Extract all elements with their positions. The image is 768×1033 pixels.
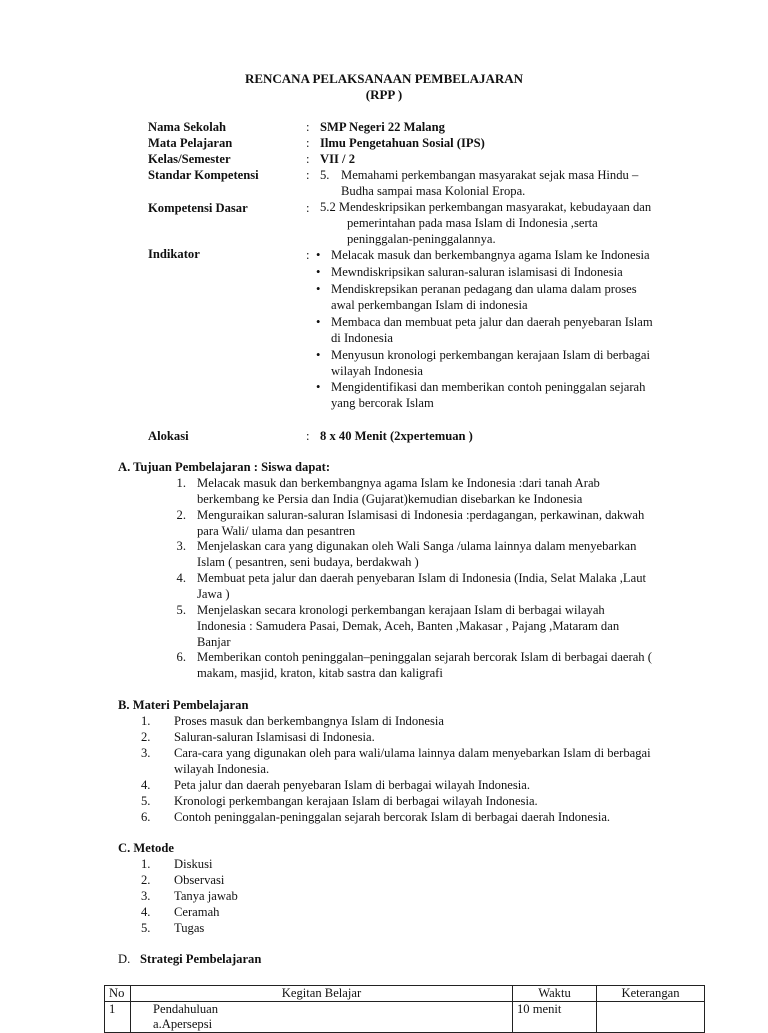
list-item-number: 4. bbox=[141, 905, 151, 919]
kompetensi-dasar-line: peninggalan-peninggalannya. bbox=[347, 232, 496, 246]
list-item-number: 3. bbox=[141, 746, 151, 760]
list-item: Islam ( pesantren, seni budaya, berdakwah ) bbox=[197, 555, 419, 569]
section-c-heading: C. Metode bbox=[118, 841, 174, 855]
mata-pelajaran-value: Ilmu Pengetahuan Sosial (IPS) bbox=[320, 136, 485, 150]
table-header-row bbox=[105, 986, 705, 1002]
list-item: Menjelaskan secara kronologi perkembangan kerajaan Islam di berbagai wilayah bbox=[197, 603, 605, 617]
kelas-semester-label: Kelas/Semester bbox=[148, 152, 231, 166]
indikator-item: yang bercorak Islam bbox=[331, 396, 434, 410]
list-item: Tugas bbox=[174, 921, 205, 935]
indikator-label: Indikator bbox=[148, 247, 200, 261]
colon: : bbox=[306, 120, 310, 134]
strategi-table bbox=[104, 985, 705, 1033]
header-no: No bbox=[105, 986, 131, 1002]
list-item-number: 1. bbox=[141, 714, 151, 728]
list-item: Peta jalur dan daerah penyebaran Islam di berbagai wilayah Indonesia. bbox=[174, 778, 530, 792]
row-kegiatan: Pendahuluan bbox=[153, 1002, 219, 1016]
standar-kompetensi-label: Standar Kompetensi bbox=[148, 168, 259, 182]
indikator-item: Membaca dan membuat peta jalur dan daerah penyebaran Islam bbox=[331, 315, 653, 329]
kompetensi-dasar-label: Kompetensi Dasar bbox=[148, 201, 248, 215]
list-item: Jawa ) bbox=[197, 587, 230, 601]
alokasi-value: 8 x 40 Menit (2xpertemuan ) bbox=[320, 429, 473, 443]
list-item: berkembang ke Persia dan India (Gujarat)kemudian disebarkan ke Indonesia bbox=[197, 492, 583, 506]
list-item-number: 2. bbox=[141, 873, 151, 887]
colon: : bbox=[306, 168, 310, 182]
standar-kompetensi-line: Memahami perkembangan masyarakat sejak masa Hindu – bbox=[341, 168, 639, 182]
list-item-number: 5. bbox=[176, 603, 186, 617]
list-item: Diskusi bbox=[174, 857, 213, 871]
colon: : bbox=[306, 152, 310, 166]
list-item: Membuat peta jalur dan daerah penyebaran Islam di Indonesia (India, Selat Malaka ,Laut bbox=[197, 571, 647, 585]
list-item: wilayah Indonesia. bbox=[174, 762, 270, 776]
list-item: Indonesia : Samudera Pasai, Demak, Aceh, Banten ,Makasar , Pajang ,Mataram dan bbox=[197, 619, 620, 633]
row-kegiatan-sub: a.Apersepsi bbox=[153, 1017, 213, 1031]
indikator-item: Mengidentifikasi dan memberikan contoh peninggalan sejarah bbox=[331, 380, 646, 394]
nama-sekolah-value: SMP Negeri 22 Malang bbox=[320, 120, 445, 134]
list-item-number: 6. bbox=[176, 650, 186, 664]
list-item: Observasi bbox=[174, 873, 225, 887]
document-subtitle: (RPP ) bbox=[365, 87, 403, 102]
bullet-icon: • bbox=[316, 248, 321, 262]
section-a-heading: A. Tujuan Pembelajaran : Siswa dapat: bbox=[118, 460, 331, 474]
list-item: Ceramah bbox=[174, 905, 220, 919]
kompetensi-dasar-line: pemerintahan pada masa Islam di Indonesia ,serta bbox=[347, 216, 598, 230]
list-item-number: 4. bbox=[176, 571, 186, 585]
indikator-item: awal perkembangan Islam di indonesia bbox=[331, 298, 528, 312]
table-row bbox=[105, 1002, 705, 1033]
list-item: Banjar bbox=[197, 635, 231, 649]
list-item: makam, masjid, kraton, kitab sastra dan kaligrafi bbox=[197, 666, 443, 680]
bullet-icon: • bbox=[316, 315, 321, 329]
kompetensi-dasar-line: 5.2 Mendeskripsikan perkembangan masyarakat, kebudayaan dan bbox=[320, 200, 652, 214]
alokasi-label: Alokasi bbox=[148, 429, 189, 443]
list-item: Menjelaskan cara yang digunakan oleh Wali Sanga /ulama lainnya dalam menyebarkan bbox=[197, 539, 637, 553]
indikator-item: Mendiskrepsikan peranan pedagang dan ulama dalam proses bbox=[331, 282, 637, 296]
list-item: Saluran-saluran Islamisasi di Indonesia. bbox=[174, 730, 375, 744]
indikator-item: Melacak masuk dan berkembangnya agama Islam ke Indonesia bbox=[331, 248, 650, 262]
list-item: Contoh peninggalan-peninggalan sejarah bercorak Islam di berbagai daerah Indonesia. bbox=[174, 810, 611, 824]
list-item-number: 3. bbox=[176, 539, 186, 553]
colon: : bbox=[306, 136, 310, 150]
bullet-icon: • bbox=[316, 282, 321, 296]
list-item: Menguraikan saluran-saluran Islamisasi di Indonesia :perdagangan, perkawinan, dakwah bbox=[197, 508, 645, 522]
kelas-semester-value: VII / 2 bbox=[320, 152, 355, 166]
section-b-heading: B. Materi Pembelajaran bbox=[118, 698, 249, 712]
indikator-item: di Indonesia bbox=[331, 331, 393, 345]
list-item-number: 1. bbox=[176, 476, 186, 490]
standar-kompetensi-line: Budha sampai masa Kolonial Eropa. bbox=[341, 184, 526, 198]
header-keterangan: Keterangan bbox=[597, 986, 705, 1002]
bullet-icon: • bbox=[316, 380, 321, 394]
list-item-number: 1. bbox=[141, 857, 151, 871]
list-item-number: 6. bbox=[141, 810, 151, 824]
list-item: para Wali/ ulama dan pesantren bbox=[197, 524, 356, 538]
colon: : bbox=[306, 201, 310, 215]
list-item: Proses masuk dan berkembangnya Islam di Indonesia bbox=[174, 714, 445, 728]
list-item: Cara-cara yang digunakan oleh para wali/ulama lainnya dalam menyebarkan Islam di berbagai bbox=[174, 746, 651, 760]
row-kegiatan-cell bbox=[131, 1002, 513, 1033]
list-item: Melacak masuk dan berkembangnya agama Islam ke Indonesia :dari tanah Arab bbox=[197, 476, 600, 490]
indikator-item: Menyusun kronologi perkembangan kerajaan Islam di berbagai bbox=[331, 348, 650, 362]
header-kegiatan: Kegitan Belajar bbox=[131, 986, 513, 1002]
section-d-letter: D. bbox=[118, 952, 131, 966]
bullet-icon: • bbox=[316, 348, 321, 362]
list-item: Kronologi perkembangan kerajaan Islam di berbagai wilayah Indonesia. bbox=[174, 794, 538, 808]
indikator-item: Mewndiskripsikan saluran-saluran islamisasi di Indonesia bbox=[331, 265, 623, 279]
list-item-number: 2. bbox=[141, 730, 151, 744]
section-d-heading: Strategi Pembelajaran bbox=[140, 952, 262, 966]
mata-pelajaran-label: Mata Pelajaran bbox=[148, 136, 233, 150]
list-item-number: 2. bbox=[176, 508, 186, 522]
indikator-item: wilayah Indonesia bbox=[331, 364, 423, 378]
document-title: RENCANA PELAKSANAAN PEMBELAJARAN bbox=[244, 71, 524, 86]
list-item-number: 5. bbox=[141, 794, 151, 808]
colon: : bbox=[306, 429, 310, 443]
colon: : bbox=[306, 248, 310, 262]
list-item: Memberikan contoh peninggalan–peninggalan sejarah bercorak Islam di berbagai daerah ( bbox=[197, 650, 652, 664]
list-item: Tanya jawab bbox=[174, 889, 238, 903]
bullet-icon: • bbox=[316, 265, 321, 279]
list-item-number: 3. bbox=[141, 889, 151, 903]
row-waktu: 10 menit bbox=[513, 1002, 597, 1033]
row-no: 1 bbox=[105, 1002, 131, 1033]
list-item-number: 4. bbox=[141, 778, 151, 792]
header-waktu: Waktu bbox=[513, 986, 597, 1002]
row-keterangan bbox=[597, 1002, 705, 1033]
nama-sekolah-label: Nama Sekolah bbox=[148, 120, 227, 134]
list-item-number: 5. bbox=[141, 921, 151, 935]
standar-kompetensi-number: 5. bbox=[320, 168, 330, 182]
